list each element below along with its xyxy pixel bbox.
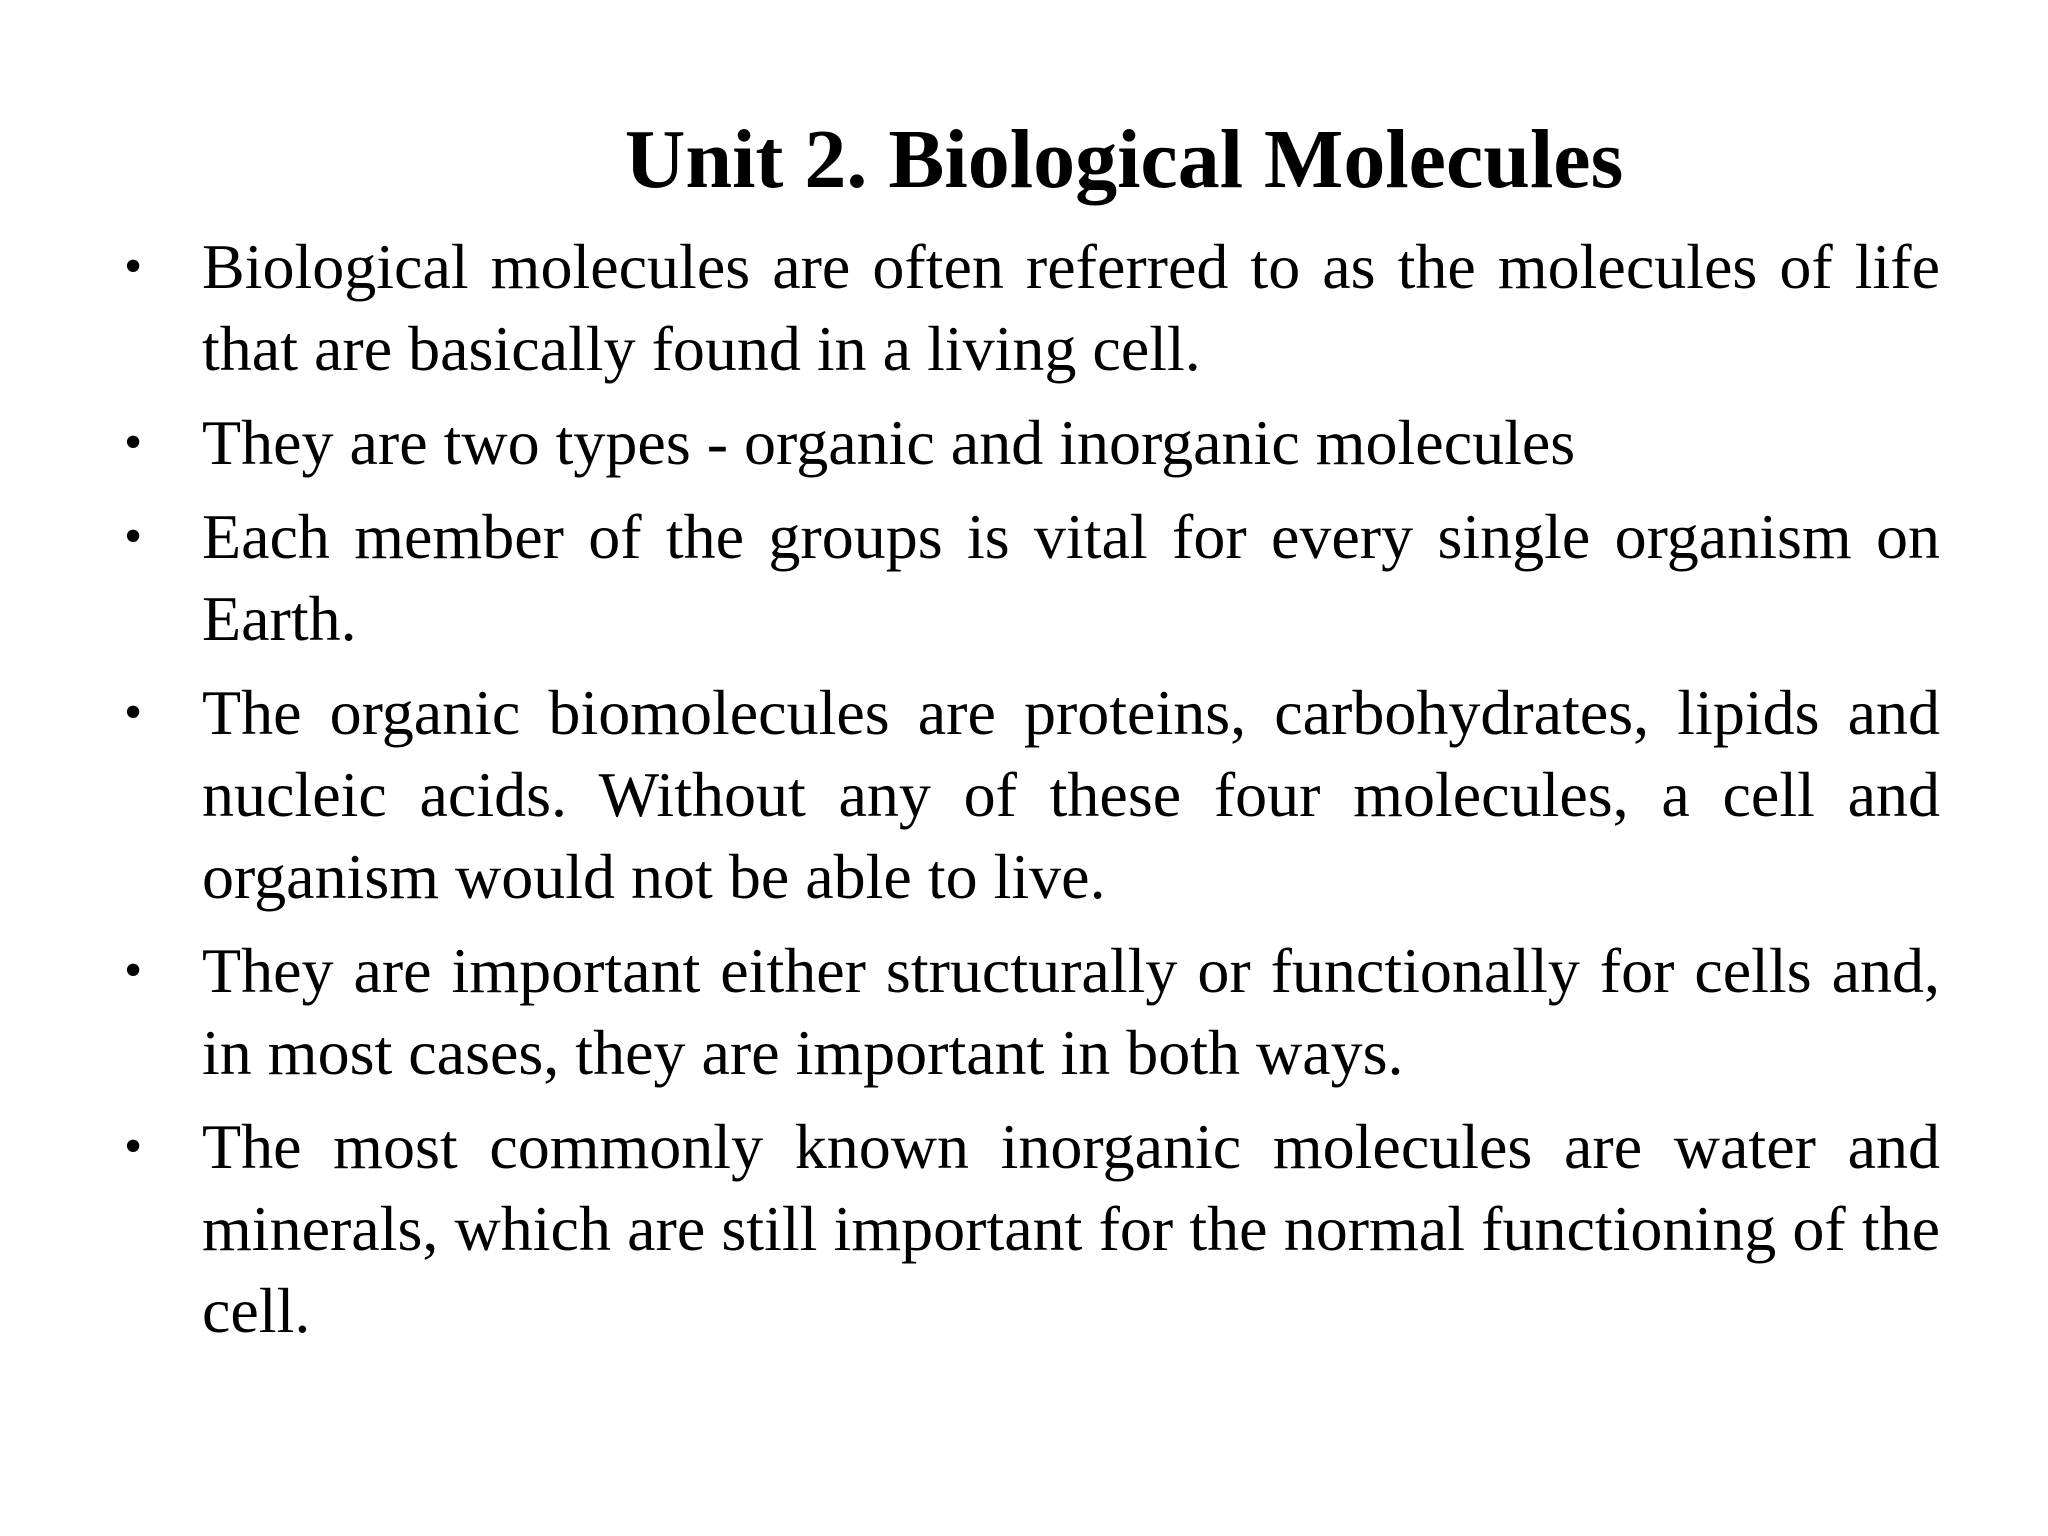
bullet-dot-icon: • — [124, 414, 143, 471]
bullet-dot-icon: • — [124, 684, 143, 741]
bullet-text: They are important either structurally or functionally for cells and, in most cases, they are important in both ways. — [202, 935, 1940, 1088]
bullet-item — [124, 402, 1940, 484]
bullet-item — [124, 226, 1940, 390]
bullet-text: Each member of the groups is vital for every single organism on Earth. — [202, 501, 1940, 654]
bullet-item — [124, 930, 1940, 1094]
bullet-item — [124, 1106, 1940, 1352]
bullet-text: The organic biomolecules are proteins, carbohydrates, lipids and nucleic acids. Without any of these four molecules, a cell and organism would not be able to live. — [202, 677, 1940, 912]
bullet-text: They are two types - organic and inorganic molecules — [202, 407, 1576, 478]
bullet-dot-icon: • — [124, 508, 143, 565]
bullet-item — [124, 496, 1940, 660]
bullet-item — [124, 672, 1940, 918]
bullet-text: Biological molecules are often referred to as the molecules of life that are basically found in a living cell. — [202, 231, 1940, 384]
bullet-list — [124, 226, 1940, 1364]
bullet-dot-icon: • — [124, 942, 143, 999]
bullet-text: The most commonly known inorganic molecules are water and minerals, which are still important for the normal functioning of the cell. — [202, 1111, 1940, 1346]
bullet-dot-icon: • — [124, 238, 143, 295]
bullet-dot-icon: • — [124, 1118, 143, 1175]
slide-title: Unit 2. Biological Molecules — [624, 113, 1624, 206]
